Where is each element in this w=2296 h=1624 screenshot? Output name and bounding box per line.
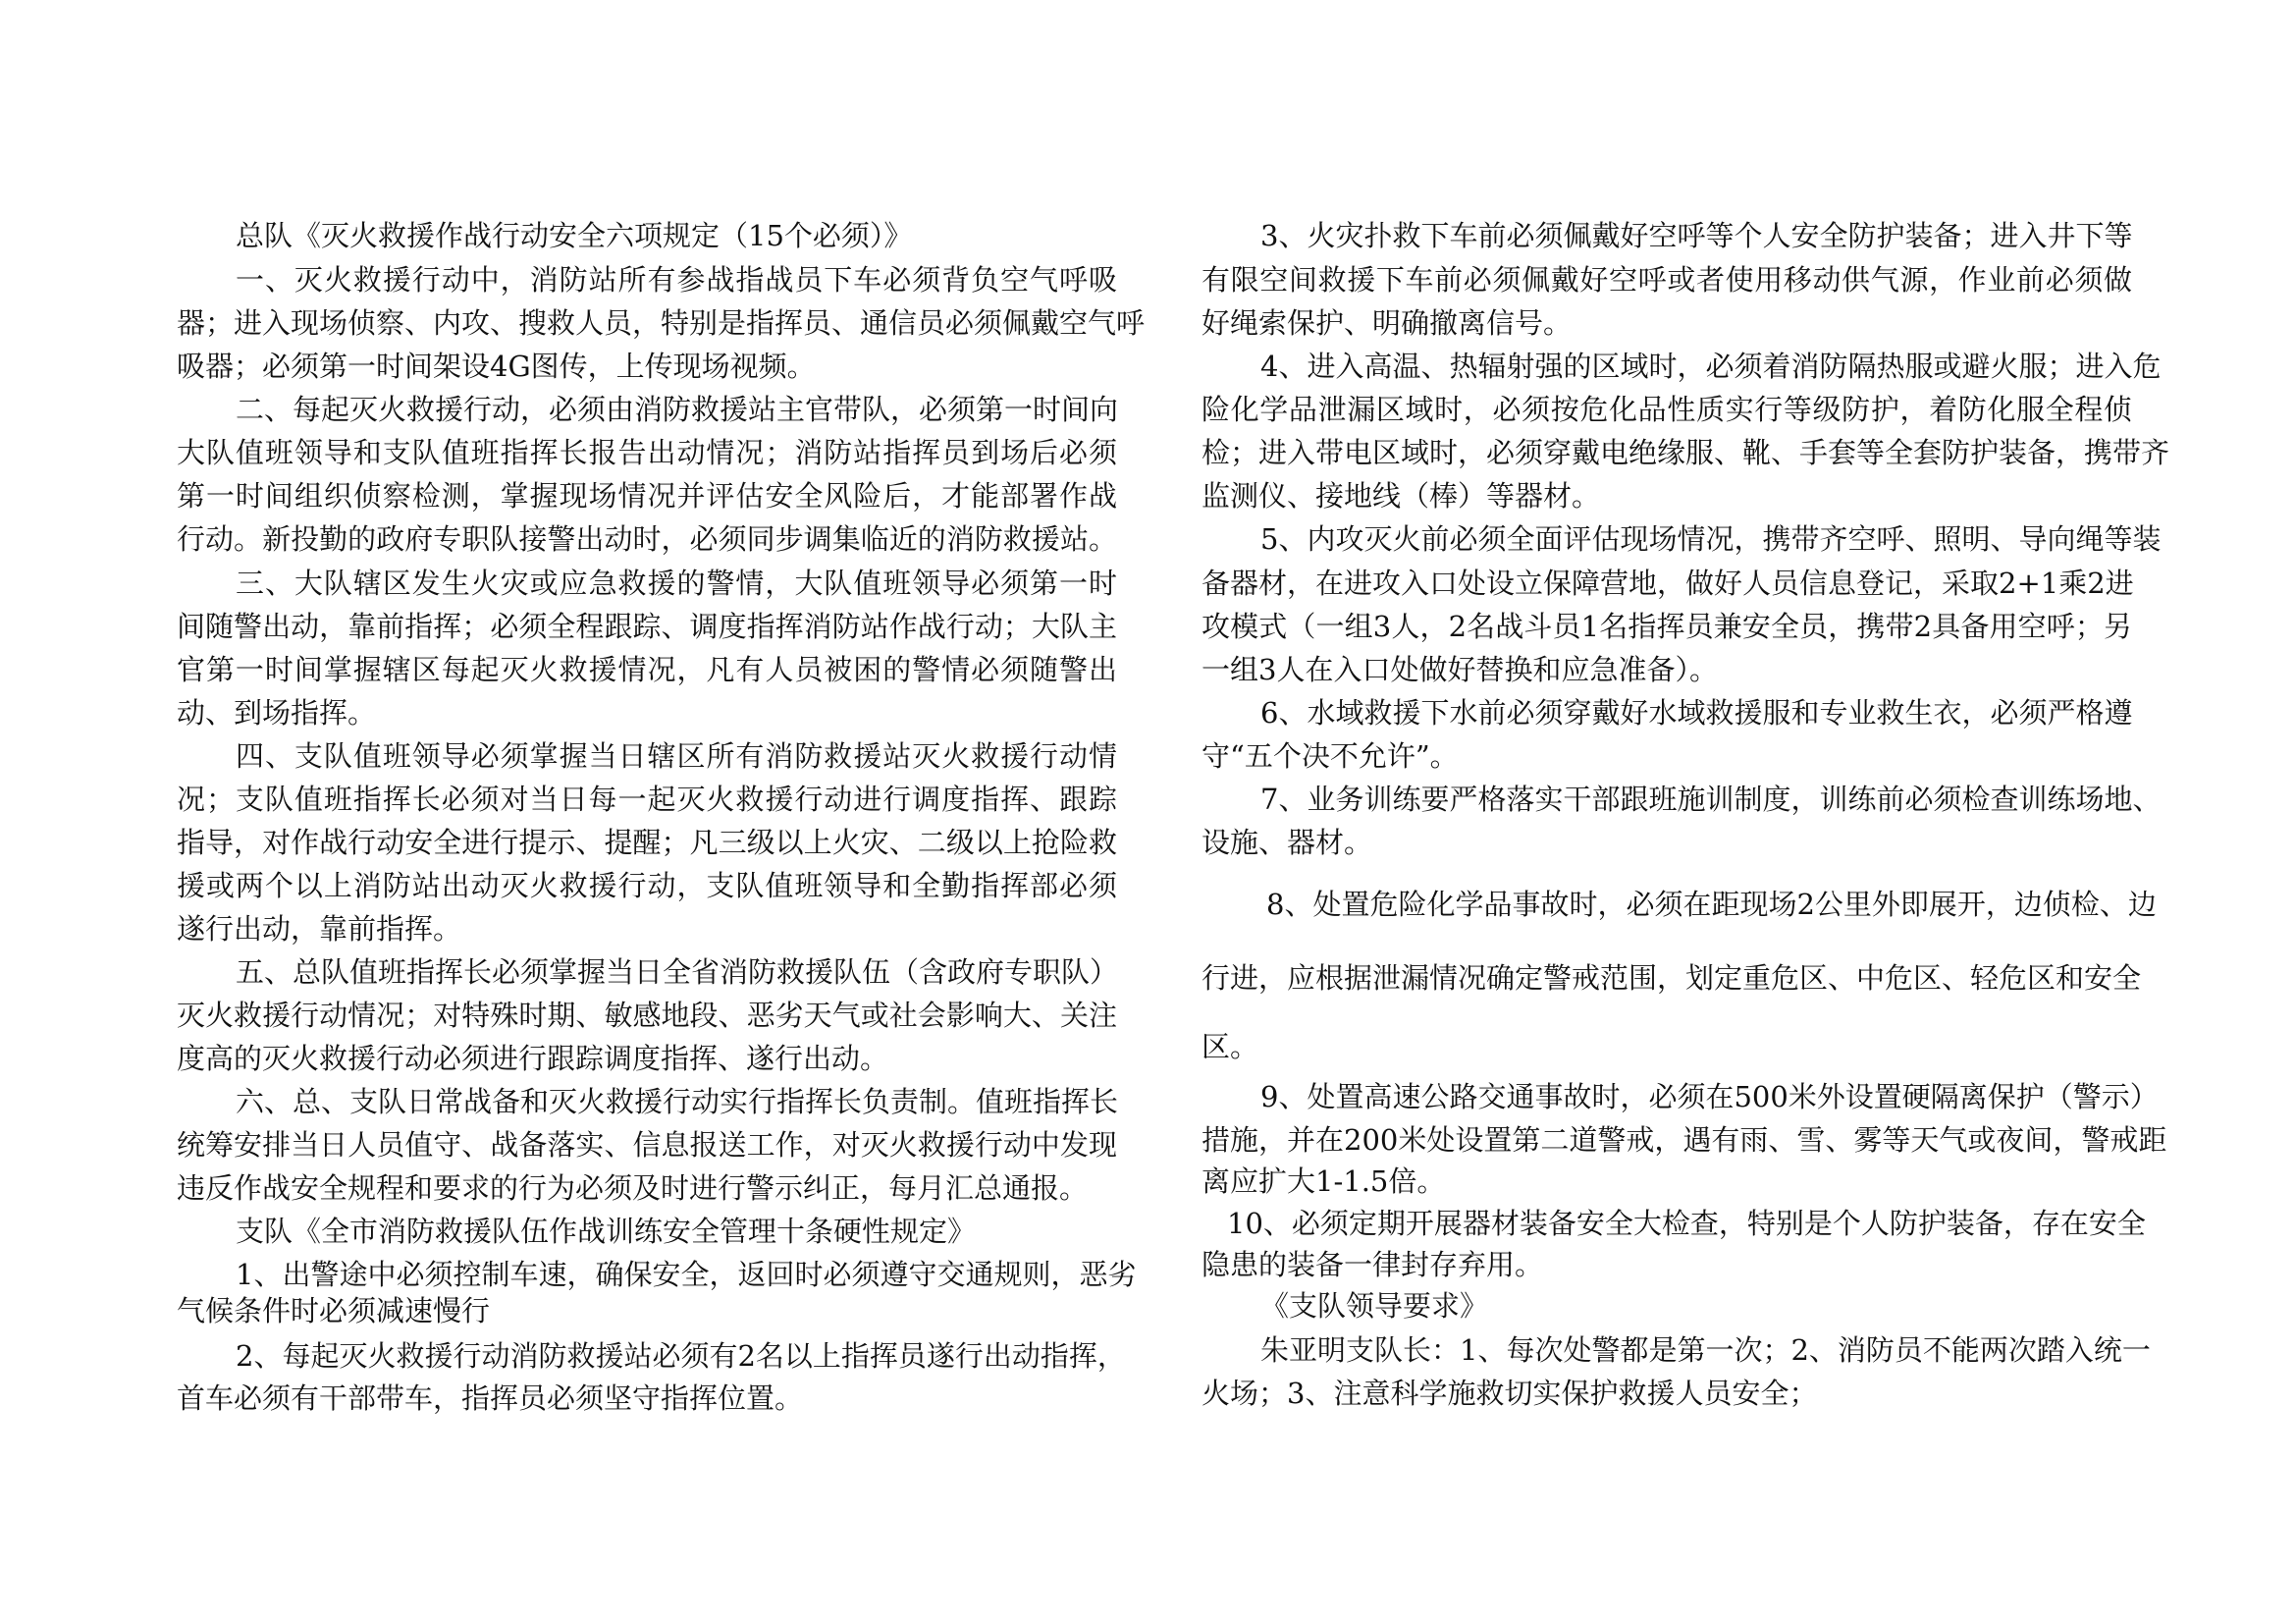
- left-text-line: 二、每起灭火救援行动，必须由消防救援站主官带队，必须第一时间向: [236, 393, 1119, 426]
- left-text-line: 1、出警途中必须控制车速，确保安全，返回时必须遵守交通规则，恶劣: [236, 1258, 1137, 1291]
- left-text-line: 况；支队值班指挥长必须对当日每一起灭火救援行动进行调度指挥、跟踪: [177, 783, 1117, 816]
- left-text-line: 吸器；必须第一时间架设4G图传，上传现场视频。: [177, 350, 816, 383]
- right-text-line: 措施，并在200米处设置第二道警戒，遇有雨、雪、雾等天气或夜间，警戒距: [1201, 1123, 2167, 1157]
- right-text-line: 守“五个决不允许”。: [1201, 739, 1459, 773]
- left-text-line: 指导，对作战行动安全进行提示、提醒；凡三级以上火灾、二级以上抢险救: [177, 826, 1117, 859]
- left-column: [177, 0, 1146, 1624]
- right-text-line: 隐患的装备一律封存弃用。: [1201, 1248, 1544, 1281]
- left-text-line: 遂行出动，靠前指挥。: [177, 912, 462, 946]
- right-text-line: 备器材，在进攻入口处设立保障营地，做好人员信息登记，采取2+1乘2进: [1201, 567, 2134, 600]
- right-text-line: 监测仪、接地线（棒）等器材。: [1201, 479, 1601, 513]
- right-text-line: 朱亚明支队长：1、每次处警都是第一次；2、消防员不能两次踏入统一: [1260, 1333, 2151, 1367]
- left-text-line: 统筹安排当日人员值守、战备落实、信息报送工作，对灭火救援行动中发现: [177, 1128, 1117, 1162]
- left-text-line: 六、总、支队日常战备和灭火救援行动实行指挥长负责制。值班指挥长: [236, 1085, 1119, 1118]
- right-text-line: 区。: [1201, 1030, 1259, 1063]
- left-text-line: 支队《全市消防救援队伍作战训练安全管理十条硬性规定》: [236, 1215, 977, 1248]
- left-text-line: 总队《灭火救援作战行动安全六项规定（15个必须）》: [236, 219, 913, 252]
- right-text-line: 7、业务训练要严格落实干部跟班施训制度，训练前必须检查训练场地、: [1260, 783, 2162, 816]
- right-text-line: 攻模式（一组3人，2名战斗员1名指挥员兼安全员，携带2具备用空呼；另: [1201, 610, 2132, 643]
- left-text-line: 违反作战安全规程和要求的行为必须及时进行警示纠正，每月汇总通报。: [177, 1171, 1089, 1205]
- right-text-line: 离应扩大1-1.5倍。: [1201, 1164, 1446, 1198]
- left-text-line: 行动。新投勤的政府专职队接警出动时，必须同步调集临近的消防救援站。: [177, 522, 1117, 556]
- left-text-line: 援或两个以上消防站出动灭火救援行动，支队值班领导和全勤指挥部必须: [177, 869, 1117, 902]
- right-text-line: 9、处置高速公路交通事故时，必须在500米外设置硬隔离保护（警示）: [1260, 1080, 2159, 1113]
- right-text-line: 4、进入高温、热辐射强的区域时，必须着消防隔热服或避火服；进入危: [1260, 350, 2162, 383]
- right-text-line: 一组3人在入口处做好替换和应急准备）。: [1201, 653, 1718, 686]
- right-text-line: 10、必须定期开展器材装备安全大检查，特别是个人防护装备，存在安全: [1227, 1207, 2146, 1240]
- left-text-line: 一、灭火救援行动中，消防站所有参战指战员下车必须背负空气呼吸: [236, 263, 1117, 297]
- right-text-line: 6、水域救援下水前必须穿戴好水域救援服和专业救生衣，必须严格遵: [1260, 696, 2133, 730]
- right-text-line: 有限空间救援下车前必须佩戴好空呼或者使用移动供气源，作业前必须做: [1201, 263, 2132, 297]
- left-text-line: 五、总队值班指挥长必须掌握当日全省消防救援队伍（含政府专职队）: [236, 955, 1119, 989]
- left-text-line: 器；进入现场侦察、内攻、搜救人员，特别是指挥员、通信员必须佩戴空气呼: [177, 306, 1146, 340]
- right-text-line: 《支队领导要求》: [1260, 1289, 1489, 1323]
- left-text-line: 三、大队辖区发生火灾或应急救援的警情，大队值班领导必须第一时: [236, 567, 1117, 600]
- left-text-line: 气候条件时必须减速慢行: [177, 1294, 491, 1327]
- left-text-line: 动、到场指挥。: [177, 696, 377, 730]
- right-text-line: 3、火灾扑救下车前必须佩戴好空呼等个人安全防护装备；进入井下等: [1260, 219, 2133, 252]
- right-text-line: 5、内攻灭火前必须全面评估现场情况，携带齐空呼、照明、导向绳等装: [1260, 522, 2162, 556]
- left-text-line: 首车必须有干部带车，指挥员必须坚守指挥位置。: [177, 1381, 804, 1415]
- right-text-line: 险化学品泄漏区域时，必须按危化品性质实行等级防护，着防化服全程侦: [1201, 393, 2132, 426]
- left-text-line: 2、每起灭火救援行动消防救援站必须有2名以上指挥员遂行出动指挥，: [236, 1339, 1126, 1373]
- left-text-line: 四、支队值班领导必须掌握当日辖区所有消防救援站灭火救援行动情: [236, 739, 1117, 773]
- right-text-line: 行进，应根据泄漏情况确定警戒范围，划定重危区、中危区、轻危区和安全: [1201, 961, 2142, 995]
- right-text-line: 火场；3、注意科学施救切实保护救援人员安全；: [1201, 1377, 1818, 1410]
- left-text-line: 官第一时间掌握辖区每起灭火救援情况，凡有人员被困的警情必须随警出: [177, 653, 1117, 686]
- right-text-line: 好绳索保护、明确撤离信号。: [1201, 306, 1573, 340]
- left-text-line: 大队值班领导和支队值班指挥长报告出动情况；消防站指挥员到场后必须: [177, 436, 1117, 469]
- right-text-line: 8、处置危险化学品事故时，必须在距现场2公里外即展开，边侦检、边: [1266, 888, 2157, 921]
- left-text-line: 灭火救援行动情况；对特殊时期、敏感地段、恶劣天气或社会影响大、关注: [177, 999, 1117, 1032]
- left-text-line: 度高的灭火救援行动必须进行跟踪调度指挥、遂行出动。: [177, 1042, 889, 1075]
- right-text-line: 检；进入带电区域时，必须穿戴电绝缘服、靴、手套等全套防护装备，携带齐: [1201, 436, 2170, 469]
- left-text-line: 第一时间组织侦察检测，掌握现场情况并评估安全风险后，才能部署作战: [177, 479, 1117, 513]
- left-text-line: 间随警出动，靠前指挥；必须全程跟踪、调度指挥消防站作战行动；大队主: [177, 610, 1117, 643]
- right-text-line: 设施、器材。: [1201, 826, 1373, 859]
- right-column: [1201, 0, 2170, 1624]
